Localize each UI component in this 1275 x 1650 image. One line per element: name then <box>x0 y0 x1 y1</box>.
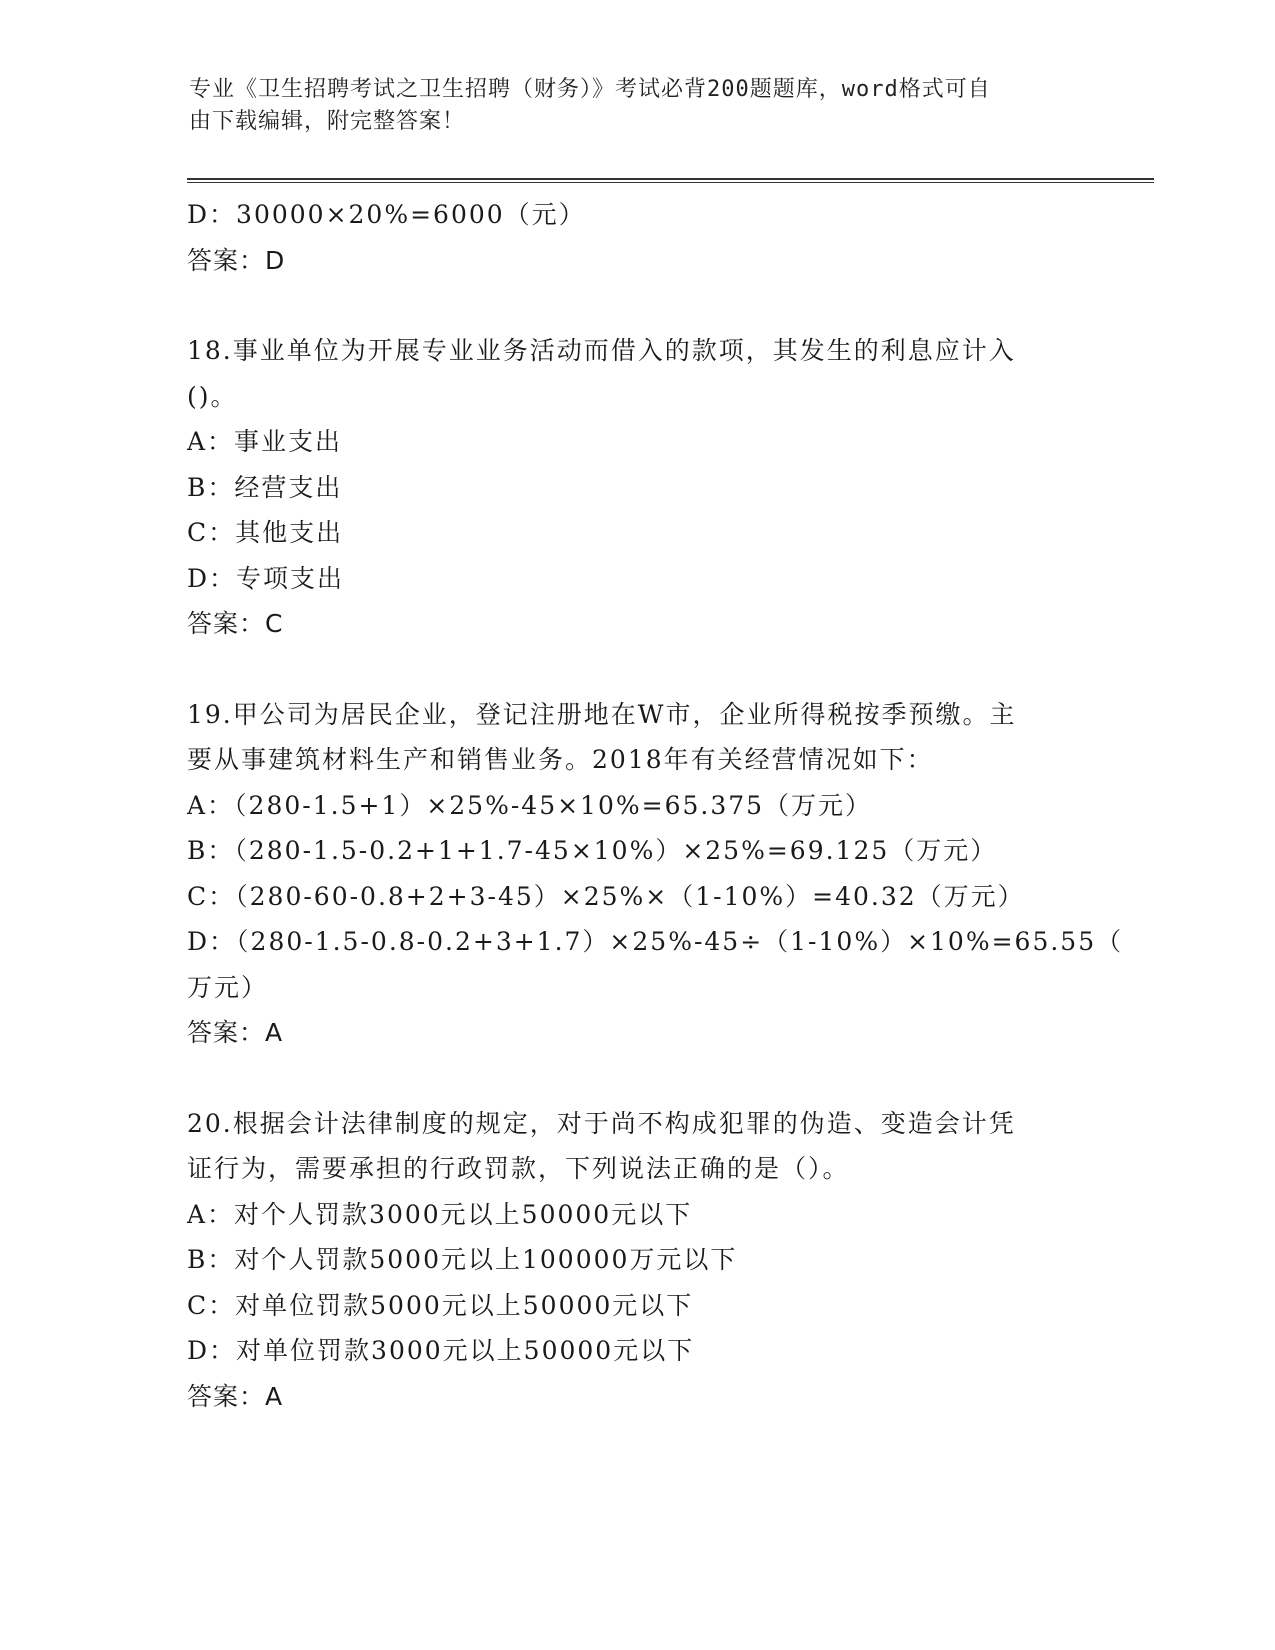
header-divider <box>187 178 1154 183</box>
q20-stem-line-1: 20.根据会计法律制度的规定，对于尚不构成犯罪的伪造、变造会计凭 <box>187 1108 1016 1138</box>
q17-option-d: D：30000×20%=6000（元） <box>187 200 586 229</box>
q18-option-a: A：事业支出 <box>187 427 343 456</box>
q17-answer: 答案：D <box>187 245 286 275</box>
question-19 <box>187 692 1124 1056</box>
q19-option-d-line-1: D：（280-1.5-0.8-0.2+3+1.7）×25%-45÷（1-10%）×10%=65.55（ <box>187 927 1124 956</box>
question-18 <box>187 328 1087 647</box>
question-list <box>187 192 1124 1419</box>
q19-option-b: B：（280-1.5-0.2+1+1.7-45×10%）×25%=69.125（万元） <box>187 836 998 865</box>
header-line-2: 由下载编辑，附完整答案！ <box>189 109 466 134</box>
q20-option-a: A：对个人罚款3000元以上50000元以下 <box>187 1199 693 1229</box>
q18-stem-line-1: 18.事业单位为开展专业业务活动而借入的款项，其发生的利息应计入 <box>187 336 1016 365</box>
q19-stem-line-2: 要从事建筑材料生产和销售业务。2018年有关经营情况如下： <box>187 745 934 774</box>
question-17-tail <box>187 192 1087 283</box>
spacer <box>187 1056 1087 1101</box>
q18-option-d: D：专项支出 <box>187 563 345 593</box>
header-line-1: 专业《卫生招聘考试之卫生招聘（财务）》考试必背200题题库，word格式可自 <box>189 77 991 102</box>
spacer <box>187 283 1087 328</box>
q19-stem-line-1: 19.甲公司为居民企业，登记注册地在W市，企业所得税按季预缴。主 <box>187 699 1017 729</box>
q20-option-c: C：对单位罚款5000元以上50000元以下 <box>187 1290 694 1320</box>
q18-option-b: B：经营支出 <box>187 472 343 502</box>
q19-option-d-line-2: 万元） <box>187 972 269 1002</box>
q20-answer: 答案：A <box>187 1381 284 1411</box>
question-20 <box>187 1101 1087 1420</box>
q19-answer: 答案：A <box>187 1018 284 1047</box>
q18-option-c: C：其他支出 <box>187 518 344 547</box>
q19-option-c: C：（280-60-0.8+2+3-45）×25%×（1-10%）=40.32（万元） <box>187 881 1025 911</box>
q18-answer: 答案：C <box>187 609 284 638</box>
q20-stem-line-2: 证行为，需要承担的行政罚款，下列说法正确的是（）。 <box>187 1154 850 1183</box>
spacer <box>187 647 1087 692</box>
page-header <box>189 74 1089 138</box>
q20-option-d: D：对单位罚款3000元以上50000元以下 <box>187 1336 695 1365</box>
q20-option-b: B：对个人罚款5000元以上100000万元以下 <box>187 1245 738 1274</box>
q18-stem-line-2: ()。 <box>187 381 238 411</box>
q19-option-a: A：（280-1.5+1）×25%-45×10%=65.375（万元） <box>187 790 873 820</box>
